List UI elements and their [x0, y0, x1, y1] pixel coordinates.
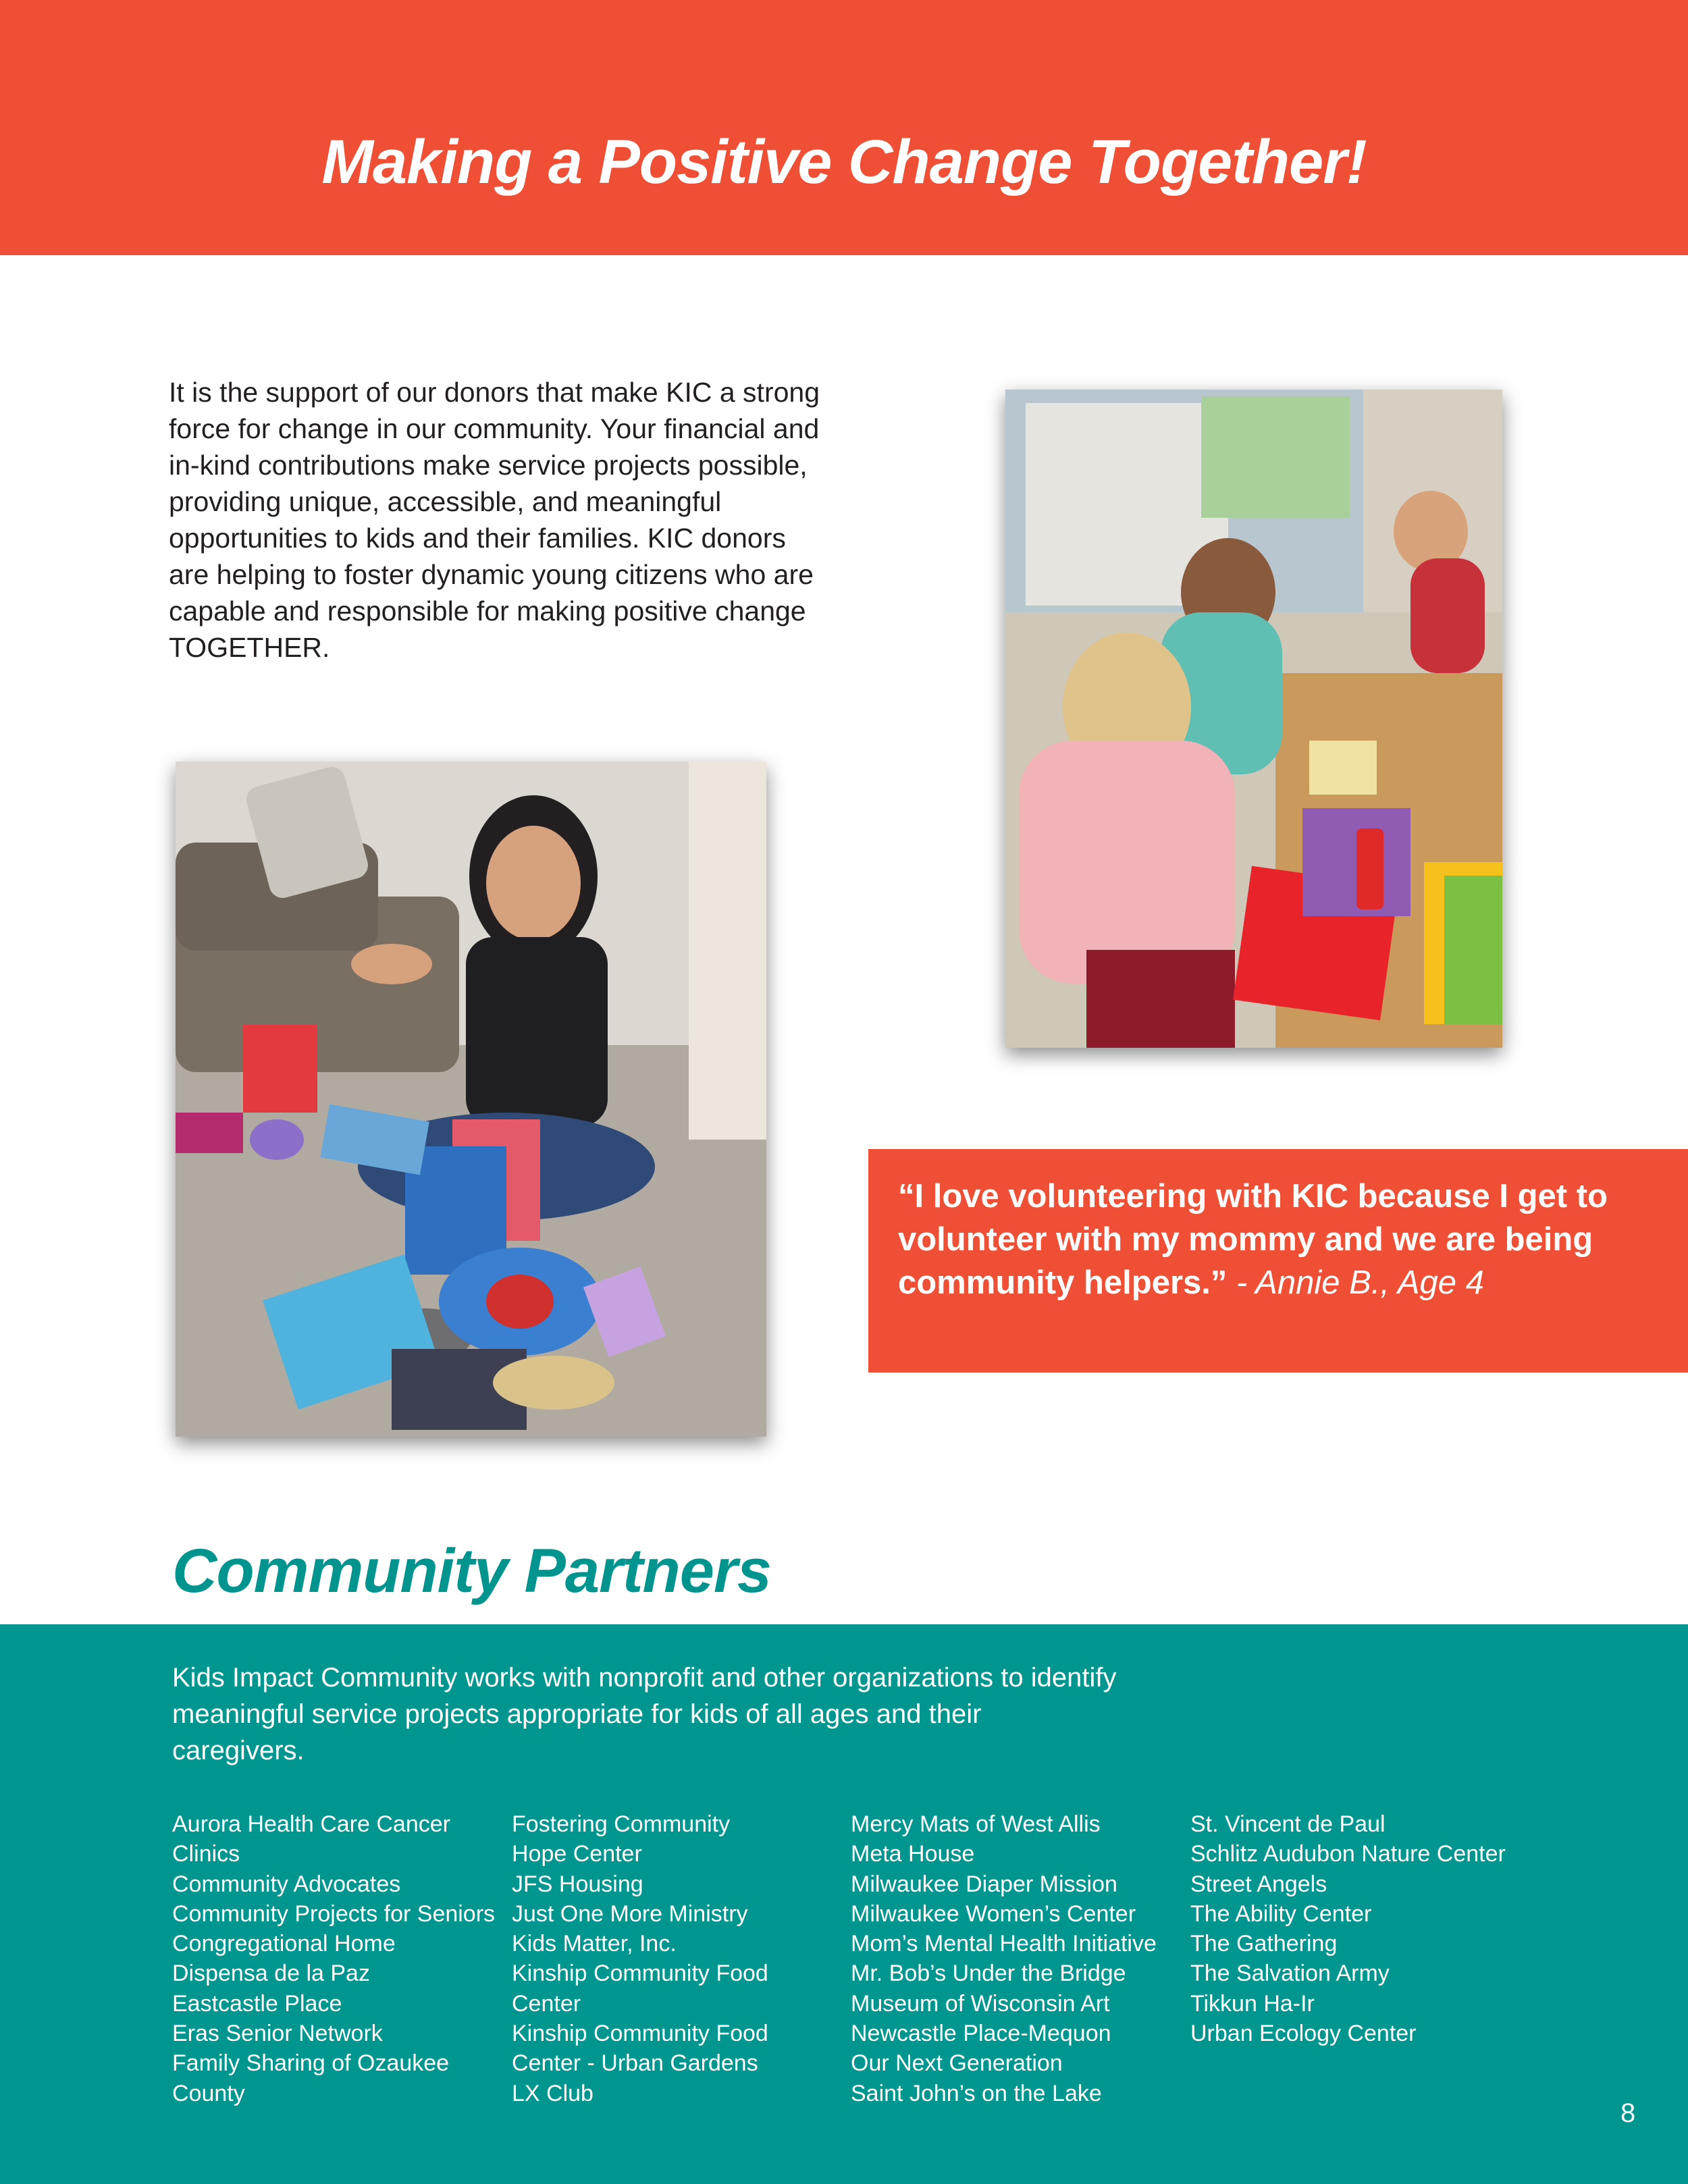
partner-item: Kids Matter, Inc.: [512, 1931, 677, 1957]
partner-item: Museum of Wisconsin Art: [851, 1990, 1110, 2017]
partner-item: Center - Urban Gardens: [512, 2050, 758, 2077]
page-title: Making a Positive Change Together!: [321, 128, 1367, 196]
partner-item: Tikkun Ha-Ir: [1190, 1990, 1315, 2017]
partner-item: Meta House: [851, 1841, 975, 1867]
partner-item: Congregational Home: [172, 1931, 396, 1957]
partner-item: Saint John’s on the Lake: [851, 2080, 1102, 2106]
partner-item: Milwaukee Diaper Mission: [851, 1871, 1117, 1897]
partner-list-column-4: [1190, 1809, 1568, 2048]
partner-item: The Salvation Army: [1190, 1961, 1390, 1987]
partner-item: Mr. Bob’s Under the Bridge: [851, 1961, 1126, 1987]
partner-item: Mom’s Mental Health Initiative: [851, 1931, 1157, 1957]
partner-item: Community Projects for Seniors: [172, 1900, 496, 1927]
partner-item: Kinship Community Food: [512, 1961, 768, 1987]
partner-list-column-3: [851, 1809, 1202, 2108]
partner-item: Family Sharing of Ozaukee: [172, 2050, 450, 2077]
partner-list-column-1: [172, 1809, 523, 2108]
partner-item: Eras Senior Network: [172, 2021, 383, 2047]
testimonial-quote-box: [868, 1149, 1688, 1373]
partner-list-column-2: [512, 1809, 863, 2108]
partner-item: The Gathering: [1190, 1931, 1338, 1957]
page-number: 8: [1620, 2098, 1636, 2128]
crafts-photo-illustration: [1005, 390, 1502, 1048]
partner-item: Schlitz Audubon Nature Center: [1190, 1841, 1506, 1867]
partner-item: County: [172, 2080, 245, 2106]
partner-item: Eastcastle Place: [172, 1990, 342, 2017]
partner-item: Hope Center: [512, 1841, 642, 1867]
quote-body: “I love volunteering with KIC because I get to volunteer with my mommy and we are being community helpers.”: [898, 1178, 1608, 1301]
partner-item: Center: [512, 1990, 581, 2017]
quote-attribution: - Annie B., Age 4: [1236, 1264, 1484, 1301]
partner-item: Clinics: [172, 1841, 240, 1867]
partner-item: Newcastle Place-Mequon: [851, 2021, 1111, 2047]
partner-item: Fostering Community: [512, 1811, 731, 1837]
partner-item: Our Next Generation: [851, 2050, 1063, 2077]
partner-item: JFS Housing: [512, 1871, 643, 1897]
partner-item: Dispensa de la Paz: [172, 1961, 370, 1987]
partner-item: LX Club: [512, 2080, 594, 2106]
intro-paragraph: It is the support of our donors that make KIC a strong force for change in our community. Your financial and in-kind contributions make service projects possible, providing unique, accessible, and meaningful opportunities to kids and their families. KIC donors are helping to foster dynamic young citizens who are capable and responsible for making positive change TOGETHER.: [169, 377, 820, 663]
partner-item: The Ability Center: [1190, 1900, 1372, 1927]
partner-item: Aurora Health Care Cancer: [172, 1811, 450, 1837]
partner-item: Mercy Mats of West Allis: [851, 1811, 1101, 1837]
donations-photo-illustration: [176, 762, 766, 1437]
partner-item: St. Vincent de Paul: [1190, 1811, 1386, 1837]
photo-kids-crafting: [1005, 390, 1502, 1048]
section-heading-community-partners: Community Partners: [172, 1537, 771, 1605]
partner-item: Street Angels: [1190, 1871, 1327, 1897]
partner-item: Just One More Ministry: [512, 1900, 748, 1927]
partner-item: Milwaukee Women’s Center: [851, 1900, 1136, 1927]
partners-intro: Kids Impact Community works with nonprofit and other organizations to identify meaningful service projects appropriate for kids of all ages and their caregivers.: [172, 1663, 1117, 1765]
testimonial-quote: [898, 1175, 1654, 1304]
partner-item: Urban Ecology Center: [1190, 2021, 1417, 2047]
photo-girl-with-donations: [176, 762, 766, 1437]
partner-item: Community Advocates: [172, 1871, 401, 1897]
partner-item: Kinship Community Food: [512, 2021, 768, 2047]
